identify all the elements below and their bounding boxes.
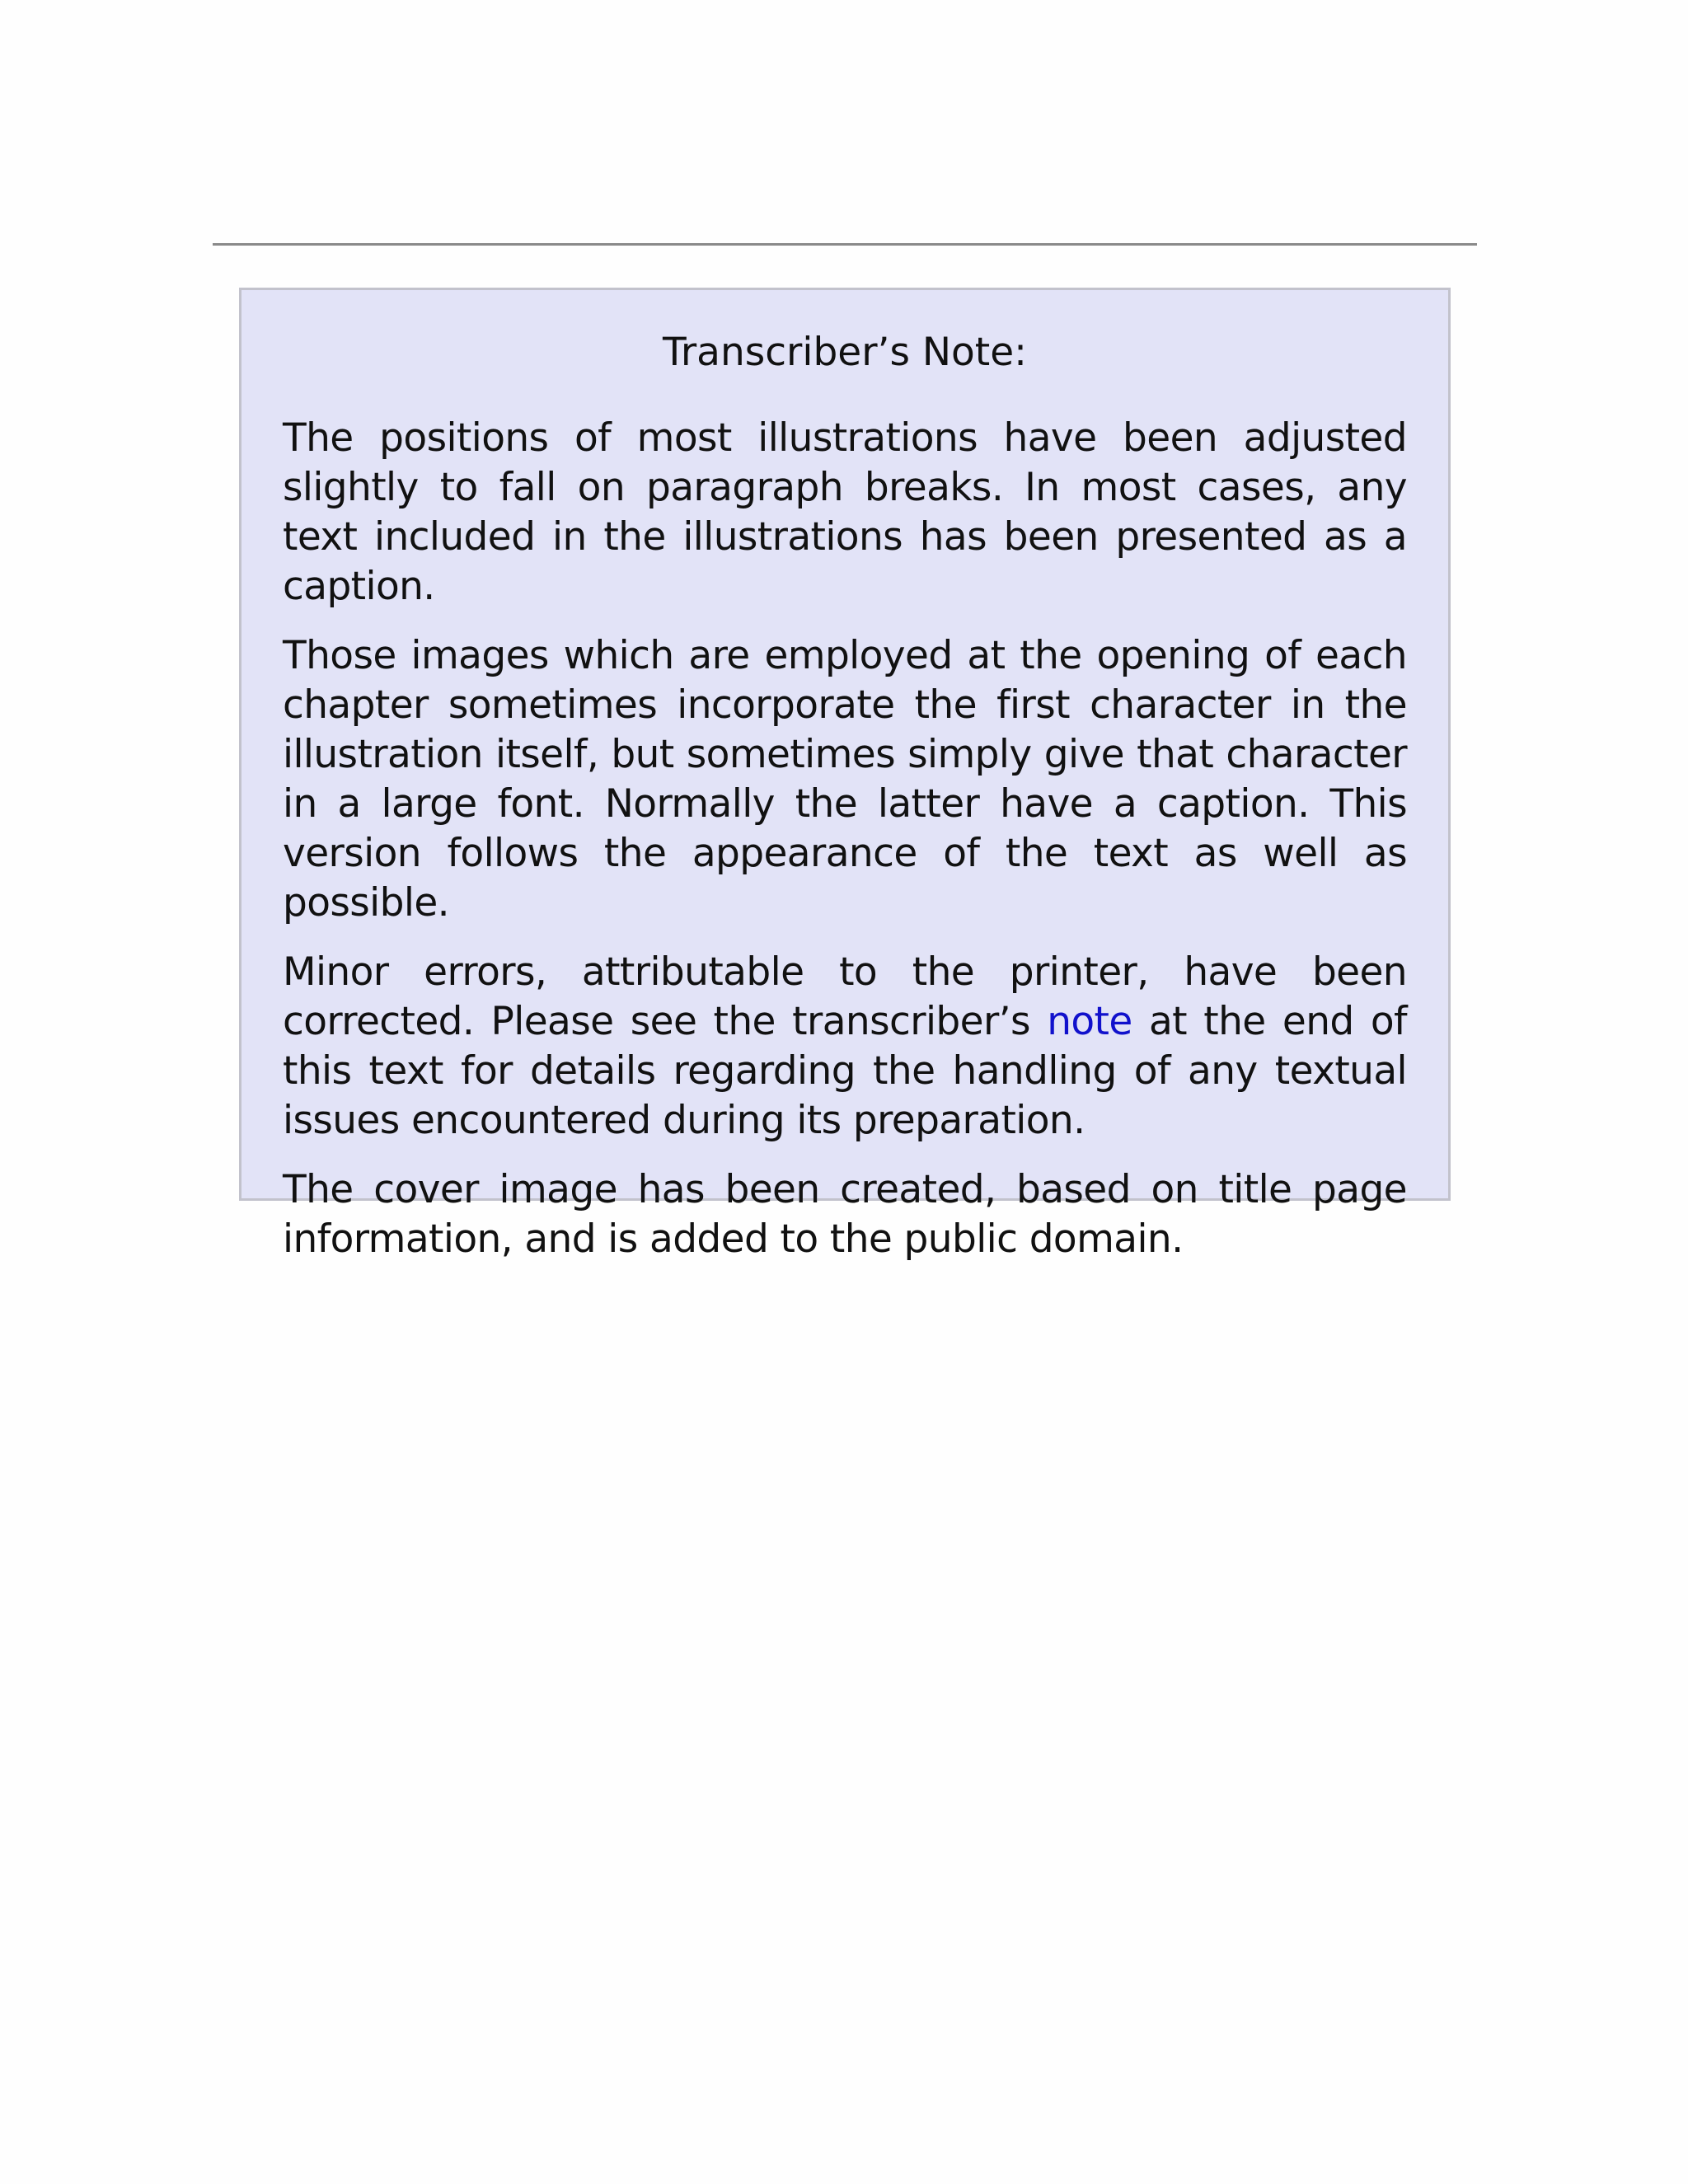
note-paragraph-errors-text-start: Minor errors, attributable to the printer, have been corrected. Please see the transcriber’s — [283, 949, 1407, 1044]
note-title: Transcriber’s Note: — [663, 330, 1027, 375]
note-paragraph-errors-text-end: at the end of this text for details regarding the handling of any textual issues encountered during its preparation. — [283, 999, 1408, 1143]
transcriber-note-link[interactable]: note — [1047, 999, 1132, 1044]
note-paragraph-chapter-images: Those images which are employed at the opening of each chapter sometimes incorporate the first character in the illustration itself, but sometimes simply give that character in a large font. Normally the latter have a caption. This version follows the appearance of the text as well as possible. — [283, 633, 1407, 926]
note-paragraph-errors — [283, 948, 1407, 1146]
transcriber-note-box — [239, 288, 1451, 1262]
note-paragraph-cover: The cover image has been created, based on title page information, and is added to the public domain. — [283, 1167, 1407, 1262]
horizontal-rule — [213, 243, 1477, 246]
note-paragraph-illustrations: The positions of most illustrations have been adjusted slightly to fall on paragraph breaks. In most cases, any text included in the illustrations has been presented as a caption. — [283, 415, 1407, 609]
